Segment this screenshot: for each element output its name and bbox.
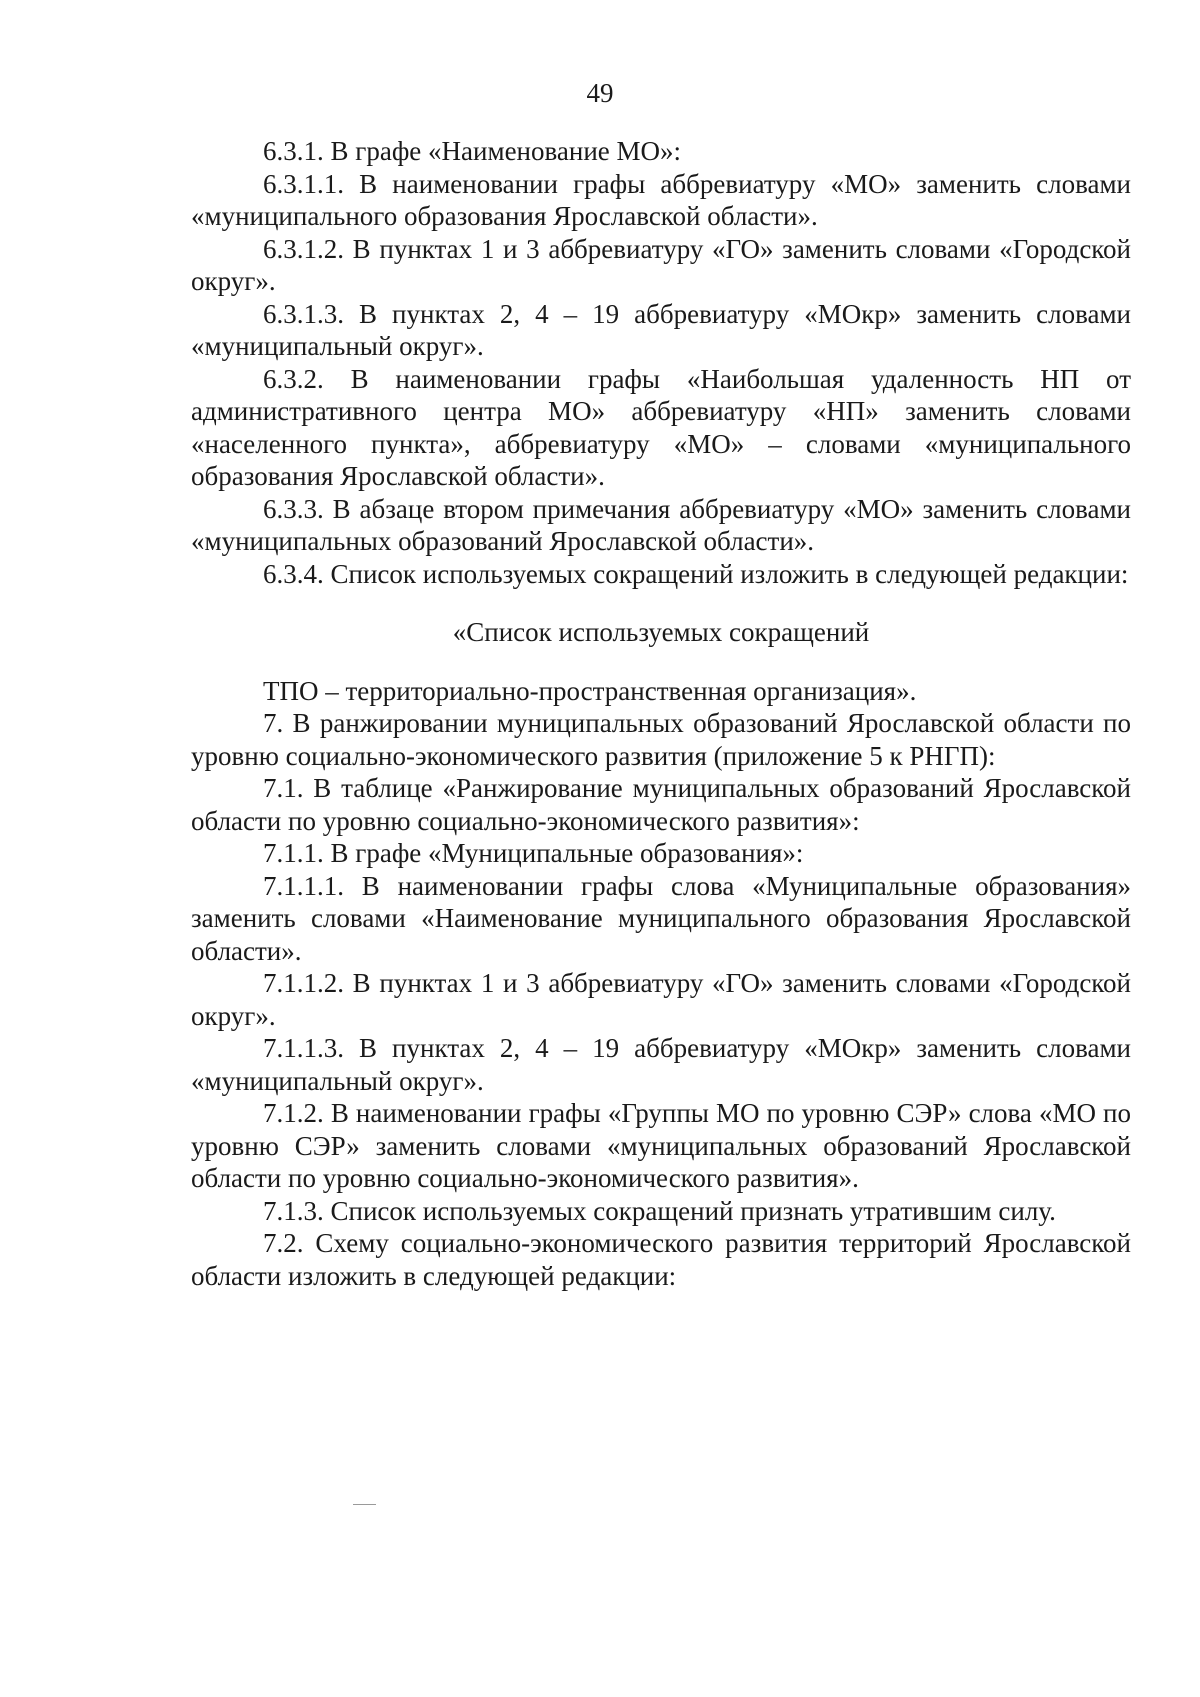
list-title: «Список используемых сокращений <box>452 617 870 647</box>
paragraph: 6.3.1.1. В наименовании графы аббревиатуру «МО» заменить словами «муниципального образования Ярославской области». <box>191 168 1131 231</box>
paragraph: 6.3.3. В абзаце втором примечания аббревиатуру «МО» заменить словами «муниципальных образований Ярославской области». <box>191 493 1131 556</box>
paragraph: 6.3.4. Список используемых сокращений изложить в следующей редакции: <box>263 558 1129 589</box>
scan-mark <box>353 1504 376 1505</box>
paragraph: 7. В ранжировании муниципальных образований Ярославской области по уровню социально-экономического развития (приложение 5 к РНГП): <box>191 708 1131 771</box>
paragraph: 6.3.1. В графе «Наименование МО»: <box>263 136 682 166</box>
paragraph: 6.3.2. В наименовании графы «Наибольшая удаленность НП от административного центра МО» аббревиатуру «НП» заменить словами «населенного пункта», аббревиатуру «МО» – словами «муниципального образования Ярославской области». <box>191 363 1131 491</box>
paragraph: 7.1.1.1. В наименовании графы слова «Муниципальные образования» заменить словами «Наименование муниципального образования Ярославской области». <box>191 870 1131 966</box>
paragraph: 7.2. Схему социально-экономического развития территорий Ярославской области изложить в следующей редакции: <box>191 1228 1131 1291</box>
paragraph: 7.1.1. В графе «Муниципальные образования»: <box>263 838 804 868</box>
paragraph: 6.3.1.3. В пунктах 2, 4 – 19 аббревиатуру «МОкр» заменить словами «муниципальный округ». <box>191 298 1131 361</box>
paragraph: ТПО – территориально-пространственная организация». <box>263 675 917 706</box>
paragraph: 7.1.1.2. В пунктах 1 и 3 аббревиатуру «ГО» заменить словами «Городской округ». <box>191 968 1131 1031</box>
paragraph: 7.1.3. Список используемых сокращений признать утратившим силу. <box>263 1195 1056 1226</box>
document-body <box>191 135 1131 1292</box>
paragraph: 7.1.1.3. В пунктах 2, 4 – 19 аббревиатуру «МОкр» заменить словами «муниципальный округ». <box>191 1033 1131 1096</box>
paragraph: 6.3.1.2. В пунктах 1 и 3 аббревиатуру «ГО» заменить словами «Городской округ». <box>191 233 1131 296</box>
page-number: 49 <box>586 78 614 108</box>
paragraph: 7.1.2. В наименовании графы «Группы МО по уровню СЭР» слова «МО по уровню СЭР» заменить словами «муниципальных образований Ярославской области по уровню социально-экономического развития». <box>191 1098 1131 1193</box>
paragraph: 7.1. В таблице «Ранжирование муниципальных образований Ярославской области по уровню социально-экономического развития»: <box>191 773 1131 836</box>
